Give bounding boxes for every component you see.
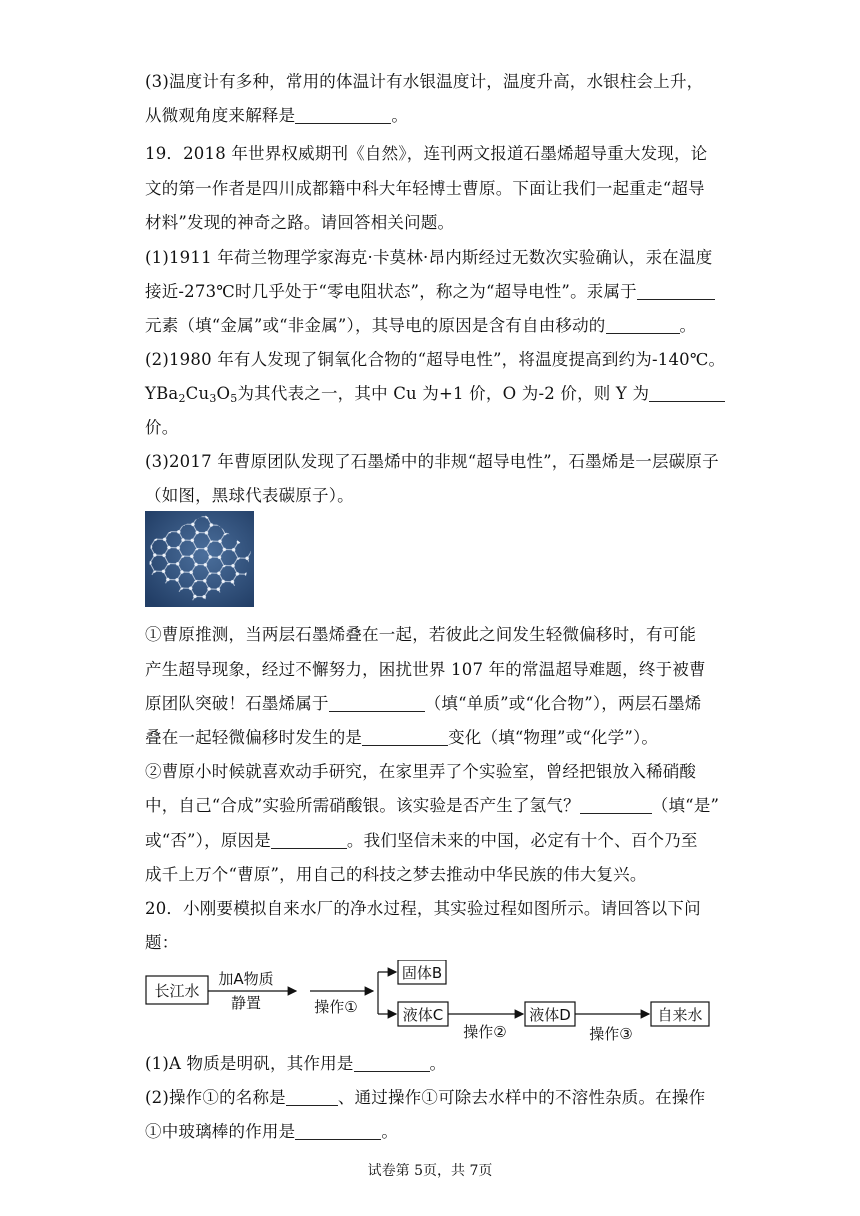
flow-liquid-c-label: 液体C	[402, 1006, 444, 1024]
q19-s1-line2: 产生超导现象，经过不懈努力，困扰世界 107 年的常温超导难题，终于被曹	[145, 660, 706, 679]
flow-add-label: 加A物质	[218, 970, 274, 988]
q18-p3-line1: (3)温度计有多种，常用的体温计有水银温度计，温度升高，水银柱会上升，	[145, 72, 704, 91]
flow-settle-label: 静置	[230, 994, 262, 1012]
q18-p3-line2: 从微观角度来解释是 。	[145, 106, 409, 125]
answer-blank[interactable]	[580, 797, 652, 814]
answer-blank[interactable]	[271, 832, 347, 849]
q19-intro-line2: 文的第一作者是四川成都籍中科大年轻博士曹原。下面让我们一起重走“超导	[145, 179, 705, 198]
answer-blank[interactable]	[286, 1089, 338, 1106]
flow-op1-label: 操作①	[314, 998, 358, 1016]
answer-blank[interactable]	[329, 695, 425, 712]
answer-blank[interactable]	[606, 317, 680, 334]
q19-s1-line3: 原团队突破！石墨烯属于 （填“单质”或“化合物”），两层石墨烯	[145, 694, 702, 713]
answer-blank[interactable]	[649, 385, 725, 402]
answer-blank[interactable]	[295, 107, 391, 124]
q19-s2-line2: 中，自己“合成”实验所需硝酸银。该实验是否产生了氢气？ （填“是”	[145, 796, 720, 815]
q19-p2-line1: (2)1980 年有人发现了铜氧化合物的“超导电性”，将温度提高到约为-140℃。	[145, 350, 726, 369]
q19-p3-line1: (3)2017 年曹原团队发现了石墨烯中的非规“超导电性”，石墨烯是一层碳原子	[145, 452, 719, 471]
answer-blank[interactable]	[354, 1055, 430, 1072]
page-footer: 试卷第 5页，共 7页	[367, 1163, 493, 1179]
q19-p1-line2: 接近-273℃时几乎处于“零电阻状态”，称之为“超导电性”。汞属于	[145, 282, 715, 302]
graphene-structure-image	[145, 511, 254, 607]
flow-op3-label: 操作③	[589, 1025, 633, 1043]
q19-p1-line1: (1)1911 年荷兰物理学家海克·卡莫林·昂内斯经过无数次实验确认，汞在温度	[145, 248, 713, 267]
q20-intro-line2: 题：	[145, 933, 179, 952]
q20-p2-line1: (2)操作①的名称是 、通过操作①可除去水样中的不溶性杂质。在操作	[145, 1088, 706, 1107]
q19-p1-line3: 元素（填“金属”或“非金属”），其导电的原因是含有自由移动的 。	[145, 316, 697, 335]
q19-p3-line2: （如图，黑球代表碳原子）。	[145, 486, 354, 505]
q19-p2-line3: 价。	[145, 418, 179, 437]
answer-blank[interactable]	[362, 729, 448, 746]
water-purification-flowchart	[145, 960, 715, 1045]
q19-intro-line1: 19．2018 年世界权威期刊《自然》，连刊两文报道石墨烯超导重大发现，论	[145, 144, 708, 163]
q20-p2-line2: ①中玻璃棒的作用是 。	[145, 1122, 399, 1141]
flow-op2-label: 操作②	[463, 1023, 507, 1041]
chemical-formula: $YBa_2Cu_3O_5$	[145, 384, 238, 405]
q19-p2-line2: $YBa_2Cu_3O_5$为其代表之一，其中 Cu 为+1 价，O 为-2 价，则 Y 为	[145, 384, 725, 404]
flow-end-label: 自来水	[657, 1006, 703, 1024]
answer-blank[interactable]	[295, 1123, 381, 1140]
q19-s2-line1: ②曹原小时候就喜欢动手研究，在家里弄了个实验室，曾经把银放入稀硝酸	[145, 762, 697, 781]
q20-p1: (1)A 物质是明矾，其作用是 。	[145, 1054, 447, 1073]
flow-solid-b-label: 固体B	[401, 964, 443, 982]
q19-s1-line1: ①曹原推测，当两层石墨烯叠在一起，若彼此之间发生轻微偏移时，有可能	[145, 625, 697, 644]
flow-start-label: 长江水	[154, 982, 200, 1000]
q19-intro-line3: 材料”发现的神奇之路。请回答相关问题。	[145, 213, 455, 232]
flow-liquid-d-label: 液体D	[529, 1006, 571, 1024]
answer-blank[interactable]	[637, 283, 715, 300]
q20-intro-line1: 20．小刚要模拟自来水厂的净水过程，其实验过程如图所示。请回答以下问	[145, 899, 701, 918]
q19-s1-line4: 叠在一起轻微偏移时发生的是 变化（填“物理”或“化学”）。	[145, 728, 659, 747]
q19-s2-line3: 或“否”），原因是 。我们坚信未来的中国，必定有十个、百个乃至	[145, 831, 698, 850]
q19-s2-line4: 成千上万个“曹原”，用自己的科技之梦去推动中华民族的伟大复兴。	[145, 865, 647, 884]
